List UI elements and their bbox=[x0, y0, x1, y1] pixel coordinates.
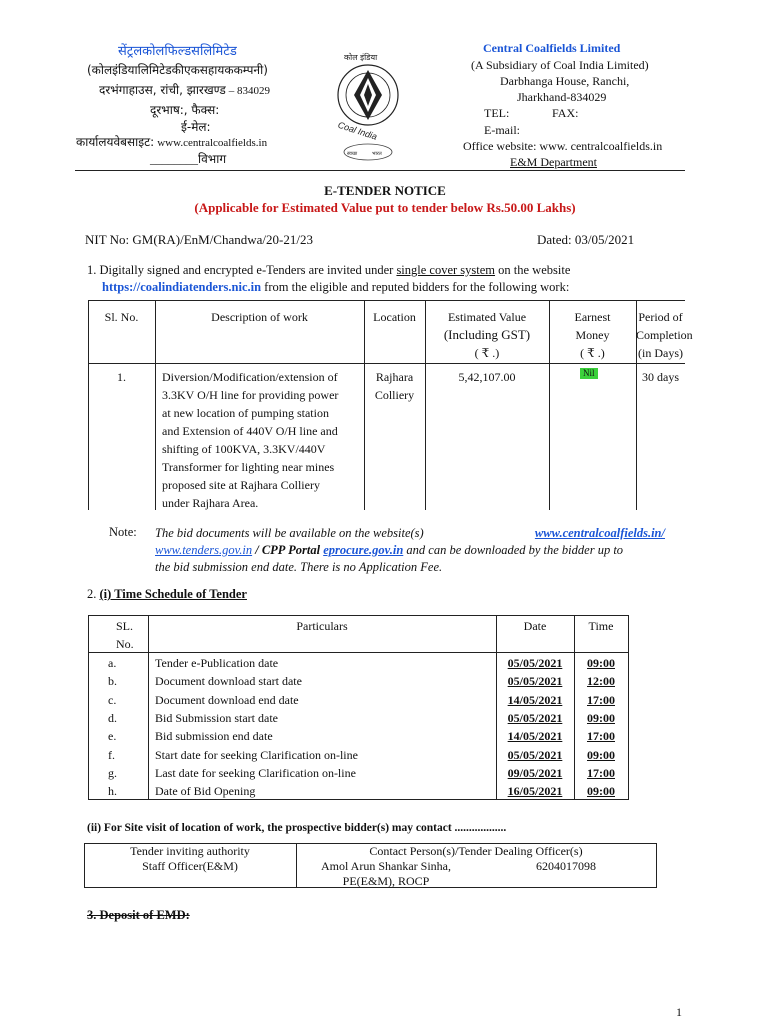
row-description: Diversion/Modification/extension of 3.3KV O/H line for providing power at new location of pumping station and Extension of 440V O/H line and shifting of 100KVA, 3.3KV/440V Transformer for lighting near mines proposed site at Rajhara Colliery under Rajhara Area. bbox=[162, 370, 339, 510]
header-location: Location bbox=[373, 310, 416, 324]
header-earnest-money: Earnest Money ( ₹ .) bbox=[574, 310, 611, 360]
sched-row-date: 09/05/2021 bbox=[507, 765, 563, 780]
sched-row-time: 17:00 bbox=[587, 692, 615, 707]
subsidiary-hindi: (कोलइंडियालिमिटेडकीएकसहायककम्पनी) bbox=[87, 63, 268, 77]
page-number: 1 bbox=[676, 1005, 682, 1019]
sched-row-time: 09:00 bbox=[587, 784, 615, 799]
department-hindi: ________विभाग bbox=[150, 152, 227, 166]
sched-row-date: 05/05/2021 bbox=[507, 747, 563, 762]
address-hindi: दरभंगाहाउस, रांची, झारखण्ड – 834029 bbox=[99, 83, 271, 97]
sched-row-date: 05/05/2021 bbox=[507, 710, 563, 725]
sched-row-time: 09:00 bbox=[587, 747, 615, 762]
sched-row-sl: b. bbox=[108, 674, 117, 689]
svg-text:कोल इंडिया: कोल इंडिया bbox=[344, 53, 378, 62]
row-sl-no: 1. bbox=[117, 370, 126, 384]
contact-phone: 6204017098 bbox=[536, 859, 596, 873]
sched-row-particular: Tender e-Publication date bbox=[155, 656, 279, 670]
sched-row-sl: f. bbox=[108, 747, 115, 762]
contact-header-person: Contact Person(s)/Tender Dealing Officer(s) bbox=[369, 844, 583, 858]
section-2-heading: 2. (i) Time Schedule of Tender bbox=[87, 587, 247, 601]
page-subtitle: (Applicable for Estimated Value put to tender below Rs.50.00 Lakhs) bbox=[194, 200, 576, 215]
email-label: E-mail: bbox=[484, 123, 520, 137]
office-website: Office website: www. centralcoalfields.in bbox=[463, 139, 663, 153]
note-text: The bid documents will be available on the website(s) www.centralcoalfields.in/ www.tenders.gov.in / CPP Portal eprocure.gov.in and can be downloaded by the bidder up to the bid submission end date. There is no Application Fee. bbox=[155, 526, 665, 574]
header-description: Description of work bbox=[211, 310, 308, 324]
sched-row-sl: g. bbox=[108, 765, 117, 780]
sched-row-date: 05/05/2021 bbox=[507, 674, 563, 689]
tender-portal-link[interactable]: https://coalindiatenders.nic.in bbox=[102, 280, 262, 294]
contact-person: Amol Arun Shankar Sinha, PE(E&M), ROCP bbox=[321, 859, 451, 888]
row-earnest-money: Nil bbox=[580, 368, 598, 379]
nit-number: NIT No: GM(RA)/EnM/Chandwa/20-21/23 bbox=[85, 232, 313, 247]
note-label: Note: bbox=[109, 525, 137, 539]
site-visit-text: (ii) For Site visit of location of work, the prospective bidder(s) may contact .................. bbox=[87, 822, 507, 834]
company-name: Central Coalfields Limited bbox=[483, 41, 621, 55]
row-period: 30 days bbox=[642, 370, 679, 384]
paragraph-1-line-2: https://coalindiatenders.nic.in from the eligible and reputed bidders for the following work: bbox=[102, 280, 570, 294]
phone-fax-hindi: दूरभाष:, फैक्स: bbox=[150, 103, 220, 117]
website-hindi: कार्यालयवेबसाइट: www.centralcoalfields.in bbox=[76, 135, 268, 149]
row-estimated-value: 5,42,107.00 bbox=[458, 370, 516, 384]
state-pin: Jharkhand-834029 bbox=[517, 90, 607, 104]
sched-row-particular: Last date for seeking Clarification on-line bbox=[155, 765, 356, 780]
department: E&M Department bbox=[510, 155, 597, 169]
sched-row-date: 14/05/2021 bbox=[507, 729, 563, 744]
contact-header-authority: Tender inviting authority Staff Officer(E&M) bbox=[84, 844, 296, 874]
company-name-hindi: सेंट्रलकोलफिल्डसलिमिटेड bbox=[118, 44, 237, 59]
address: Darbhanga House, Ranchi, bbox=[500, 74, 630, 88]
sched-row-particular: Bid Submission start date bbox=[155, 710, 278, 725]
header-estimated-value: Estimated Value (Including GST) ( ₹ .) bbox=[443, 310, 531, 360]
sched-row-particular: Start date for seeking Clarification on-line bbox=[155, 747, 358, 762]
sched-row-sl: h. bbox=[108, 784, 117, 799]
sched-row-time: 17:00 bbox=[587, 765, 615, 780]
header-divider bbox=[75, 170, 685, 171]
sched-header-sl: SL. No. bbox=[116, 619, 134, 651]
sched-row-sl: a. bbox=[108, 656, 117, 670]
sched-header-particulars: Particulars bbox=[296, 619, 348, 633]
sched-row-date: 05/05/2021 bbox=[507, 656, 563, 670]
sched-row-particular: Date of Bid Opening bbox=[155, 784, 256, 799]
row-location: Rajhara Colliery bbox=[374, 370, 415, 402]
sched-row-date: 14/05/2021 bbox=[507, 692, 563, 707]
notice-date: Dated: 03/05/2021 bbox=[537, 232, 635, 247]
email-hindi: ई-मेल: bbox=[181, 120, 211, 134]
contact-authority: Staff Officer(E&M) bbox=[142, 859, 238, 873]
tel-label: TEL: bbox=[484, 106, 510, 120]
sched-row-particular: Document download end date bbox=[155, 692, 299, 707]
fax-label: FAX: bbox=[552, 106, 579, 120]
subsidiary: (A Subsidiary of Coal India Limited) bbox=[471, 58, 649, 72]
sched-row-sl: d. bbox=[108, 710, 117, 725]
coal-india-logo bbox=[330, 40, 406, 170]
sched-header-date: Date bbox=[523, 619, 547, 633]
sched-header-time: Time bbox=[588, 619, 614, 633]
sched-row-time: 09:00 bbox=[587, 710, 615, 725]
sched-row-sl: c. bbox=[108, 692, 117, 707]
page-title: E-TENDER NOTICE bbox=[324, 183, 446, 198]
svg-text:भारत: भारत bbox=[372, 151, 382, 157]
coal-india-emblem-icon bbox=[330, 40, 406, 170]
paragraph-1: 1. Digitally signed and encrypted e-Tenders are invited under single cover system on the website bbox=[87, 263, 571, 277]
svg-text:स्वच्छ: स्वच्छ bbox=[347, 151, 358, 157]
sched-row-particular: Document download start date bbox=[155, 674, 302, 689]
sched-row-time: 12:00 bbox=[587, 674, 615, 689]
ccl-website-link[interactable]: www.centralcoalfields.in/ bbox=[534, 526, 665, 540]
section-3-heading: 3. Deposit of EMD: bbox=[87, 908, 190, 922]
header-sl-no: Sl. No. bbox=[104, 310, 139, 324]
svg-text:Coal India: Coal India bbox=[336, 119, 379, 142]
sched-row-particular: Bid submission end date bbox=[155, 729, 273, 744]
sched-row-time: 09:00 bbox=[587, 656, 615, 670]
header-period: Period of Completion (in Days) bbox=[636, 310, 693, 360]
sched-row-date: 16/05/2021 bbox=[507, 784, 563, 799]
eprocure-link[interactable]: eprocure.gov.in bbox=[323, 543, 404, 557]
sched-row-sl: e. bbox=[108, 729, 117, 744]
tenders-gov-link[interactable]: www.tenders.gov.in bbox=[155, 543, 253, 557]
sched-row-time: 17:00 bbox=[587, 729, 615, 744]
